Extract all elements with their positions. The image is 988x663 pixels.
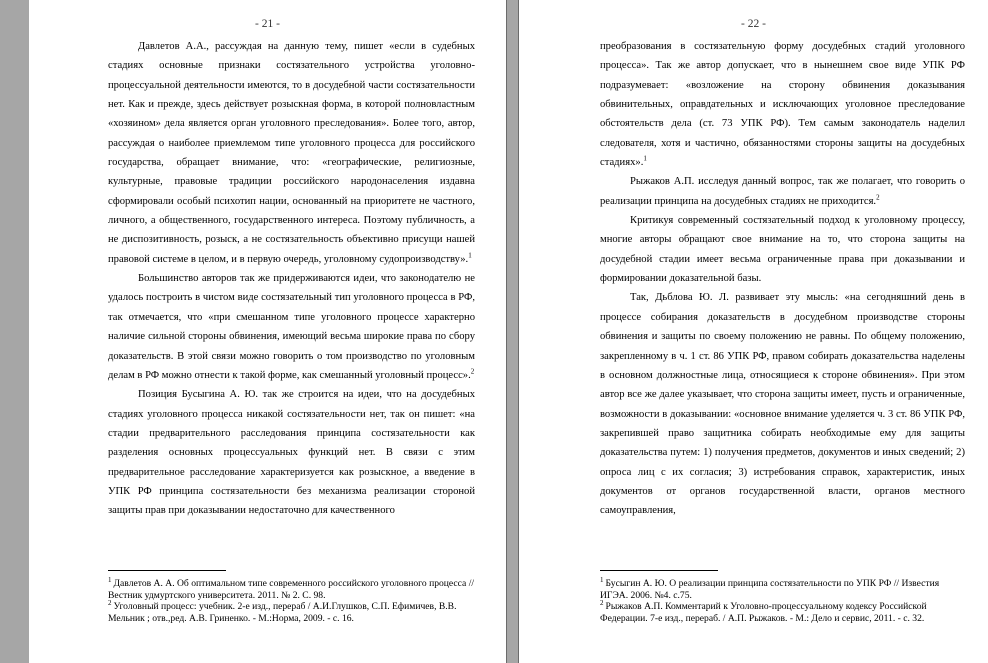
- page-number: - 22 -: [741, 18, 766, 30]
- paragraph-text: Так, Дьблова Ю. Л. развивает эту мысль: «на сегодняшний день в процессе собирания доказательств в досудебном производстве стороны обвинения и защиты по своему положению не равны. По общему положению, закрепленному в ч. 1 ст. 86 УПК РФ, правом собирать доказательства наделены в основном должностные лица, относящиеся к стороне обвинения». При этом автор все же далее указывает, что сторона защиты имеет, пусть и ограниченные, возможности в доказывании: «основное внимание уделяется ч. 3 ст. 86 УПК РФ, закрепившей право защитника собирать необходимые ему для защиты доказательства путем: 1) получения предметов, документов и иных сведений; 2) опроса лиц с их согласия; 3) истребования справок, характеристик, иных документов от органов государственной власти, органов местного самоуправления,: [600, 292, 965, 517]
- footnote: [108, 598, 478, 624]
- footnotes: [108, 570, 478, 624]
- footnotes: [600, 570, 965, 624]
- footnote-number: 1: [108, 575, 112, 584]
- footnote-text: Рыжаков А.П. Комментарий к Уголовно-процессуальному кодексу Российской Федерации. 7-е изд., перераб. / А.П. Рыжаков. - М.: Дело и сервис, 2011. - с. 32.: [600, 601, 927, 624]
- footnote-text: Бусыгин А. Ю. О реализации принципа состязательности по УПК РФ // Известия ИГЭА. 2006. №4. с.75.: [600, 578, 940, 601]
- footnote: [108, 575, 478, 601]
- footnote-separator: [600, 570, 718, 571]
- footnote-number: 1: [600, 575, 604, 584]
- paragraph: [600, 288, 965, 520]
- paragraph-text: Давлетов А.А., рассуждая на данную тему, пишет «если в судебных стадиях основные признаки состязательного устройства уголовно-процессуальной деятельности имеются, то в досудебной части состязательности нет. Как и прежде, здесь действует розыскная форма, в которой полновластным «хозяином» дела является орган уголовного преследования». Более того, автор, рассуждая о наиболее приемлемом типе уголовного процесса для российского государства, обращает внимание, что: «географические, религиозные, культурные, правовые традиции российского народонаселения издавна сформировали особый психотип нации, основанный на приоритете не частного, личного, а общественного, государственного интереса. Поэтому публичность, а не диспозитивность, розыск, а не состязательность объективно присущи нашей правовой системе в целом, и в первую очередь, уголовному судопроизводству».: [108, 41, 475, 265]
- footnote: [600, 598, 965, 624]
- paragraph-text: Позиция Бусыгина А. Ю. так же строится на идеи, что на досудебных стадиях уголовного процесса никакой состязательности нет, так он пишет: «на стадии предварительного расследования принципа состязательности как разделения основных процессуальных функций нет. В связи с этим предварительное расследование характеризуется как розыскное, а введение в УПК РФ принципа состязательности без механизма реализации стороной защиты прав при доказывании недостаточно для качественного: [108, 389, 475, 517]
- paragraph: [108, 269, 475, 385]
- footnote-text: Давлетов А. А. Об оптимальном типе современного российского уголовного процесса // Вестник удмуртского университета. 2011. № 2. С. 98.: [108, 578, 475, 601]
- page-body: [600, 37, 965, 521]
- paragraph-text: Большинство авторов так же придерживаются идеи, что законодателю не удалось построить в чистом виде состязательный тип уголовного процесса в РФ, так отмечается, что «при смешанном типе уголовного процессе характерно наличие сильной стороны обвинения, имеющий весьма широкие права по сбору доказательств. В этой связи можно говорить о том производство по уголовным делам в РФ можно отнести к такой форме, как смешанный уголовный процесс».: [108, 273, 475, 381]
- footnote-text: Уголовный процесс: учебник. 2-е изд., перераб / А.И.Глушков, С.П. Ефимичев, В.В. Мельник ; отв.,ред. А.В. Гриненко. - М.:Норма, 2009. - с. 16.: [108, 601, 457, 624]
- paragraph: [600, 211, 965, 288]
- paragraph-text: Критикуя современный состязательный подход к уголовному процессу, многие авторы обращают свое внимание на то, что сторона защиты на досудебной стадии имеет весьма ограниченные права при доказывании и формировании доказательной базы.: [600, 215, 965, 285]
- page-number: - 21 -: [255, 18, 280, 30]
- footnote-ref[interactable]: 1: [643, 154, 647, 163]
- paragraph-text: преобразования в состязательную форму досудебных стадий уголовного процесса». Так же автор допускает, что в нынешнем свое виде УПК РФ подразумевает: «возложение на сторону обвинения доказывания обвинительных, оправдательных и исключающих уголовное преследование обстоятельств дела (ст. 73 УПК РФ). Тем самым законодатель наделил следователя, хотя и частично, обязанностями стороны защиты на досудебных стадиях».: [600, 41, 965, 169]
- footnote-ref[interactable]: 2: [876, 193, 880, 202]
- paragraph-text: Рыжаков А.П. исследуя данный вопрос, так же полагает, что говорить о реализации принципа на досудебных стадиях не приходится.: [600, 176, 965, 207]
- footnote-number: 2: [600, 598, 604, 607]
- footnote: [600, 575, 965, 601]
- document-page-22: [518, 0, 988, 663]
- footnote-number: 2: [108, 598, 112, 607]
- paragraph: [600, 37, 965, 172]
- paragraph: [600, 172, 965, 211]
- page-body: [108, 37, 475, 521]
- footnote-ref[interactable]: 1: [468, 251, 472, 260]
- footnote-separator: [108, 570, 226, 571]
- paragraph: [108, 37, 475, 269]
- paragraph: [108, 385, 475, 520]
- document-page-21: [29, 0, 507, 663]
- footnote-ref[interactable]: 2: [470, 367, 475, 376]
